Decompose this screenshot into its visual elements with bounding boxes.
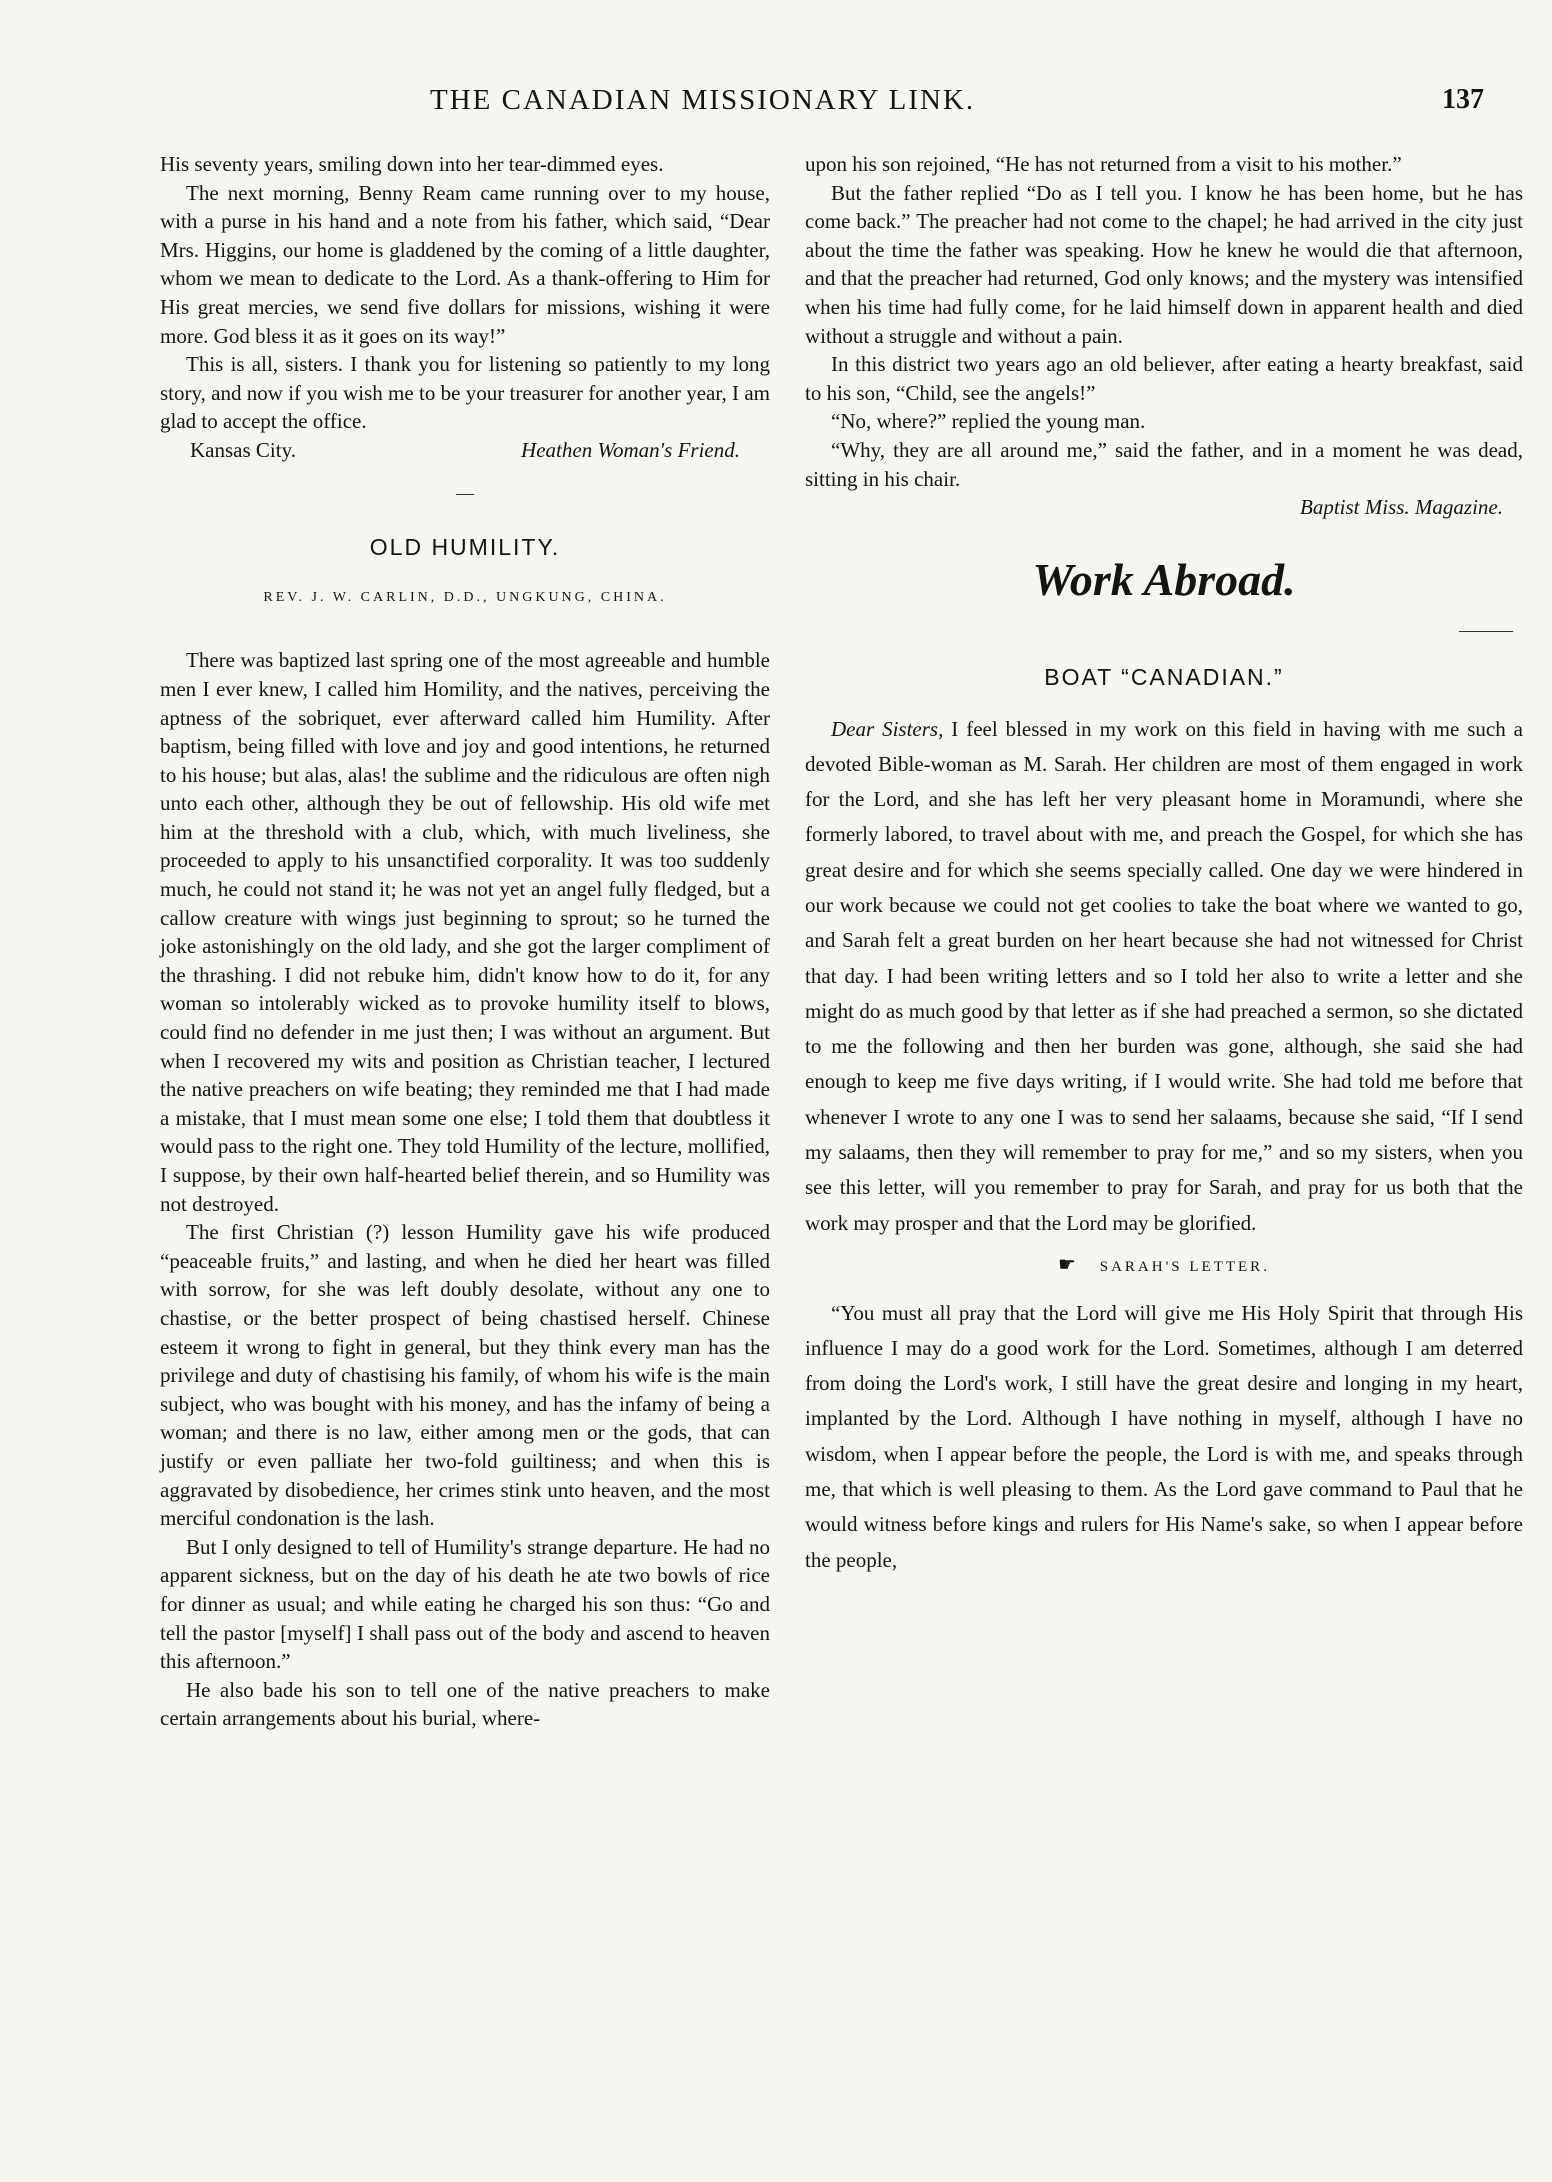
source-attribution xyxy=(160,436,770,465)
paragraph: “You must all pray that the Lord will give me His Holy Spirit that through His influence I may do a good work for the Lord. Sometimes, although I am deterred from doing the Lord's work, I still have the great desire and longing in my heart, implanted by the Lord. Although I have nothing in myself, although I have no wisdom, when I appear before the people, the Lord is with me, and speaks through me, that which is well pleasing to them. As the Lord gave command to Paul that he would witness before kings and rulers for His Name's sake, so when I appear before the people, xyxy=(805,1300,1523,1572)
page-number: 137 xyxy=(1442,84,1484,115)
paragraph-text: I feel blessed in my work on this field in having with me such a devoted Bible-woman as M. Sarah. Her children are most of them engaged in work for the Lord, and she has left her very pleasant home in Moramundi, where she formerly labored, to travel about with me, and preach the Gospel, for which she has great desire and for which she seems specially called. One day we were hindered in our work because we could not get coolies to take the boat where we wanted to go, and Sarah felt a great burden on her heart because she had not witnessed for Christ that day. I had been writing letters and so I told her also to write a letter and she might do as much good by that letter as if she had preached a sermon, so she dictated to me the following and then her burden was gone, although, she said she had enough to keep me five days writing, if I would write. She had told me before that whenever I wrote to any one I was to send her salaams, because she said, “If I send my salaams, then they will remember to pray for me,” and so my sisters, when you see this letter, will you remember to pray for Sarah, and pray for us both that the work may prosper and that the Lord may be glorified. xyxy=(805,716,1523,1235)
paragraph: upon his son rejoined, “He has not returned from a visit to his mother.” xyxy=(805,152,1402,176)
right-column xyxy=(805,150,1523,1578)
source-attribution xyxy=(805,493,1523,522)
paragraph: The first Christian (?) lesson Humility gave his wife produced “peaceable fruits,” and lasting, and when he died her heart was filled with sorrow, for she was left doubly desolate, without any one to chastise, or the better prospect of being chastised herself. Chinese esteem it wrong to fight in general, but they think every man has the privilege and duty of chastising his family, of whom his wife is the main subject, who was bought with his money, and has the infamy of being a woman; and there is no law, either among men or the gods, that can justify or even palliate her two-fold guiltiness; and when this is aggravated by disobedience, her crimes stink unto heaven, and the most merciful condonation is the lash. xyxy=(160,1220,770,1531)
section-title: Work Abroad. xyxy=(1032,553,1296,605)
paragraph: This is all, sisters. I thank you for listening so patiently to my long story, and now if you wish me to be your treasurer for another year, I am glad to accept the office. xyxy=(160,352,770,434)
salutation: Dear Sisters, xyxy=(831,716,944,741)
separator: ——— xyxy=(1459,620,1513,641)
paragraph xyxy=(805,712,1523,1241)
paragraph: But I only designed to tell of Humility's strange departure. He had no apparent sickness, but on the day of his death he ate two bowls of rice for dinner as usual; and while eating he charged his son thus: “Go and tell the pastor [myself] I shall pass out of the body and ascend to heaven this afternoon.” xyxy=(160,1534,770,1674)
source-place: Kansas City. xyxy=(190,437,296,462)
page-header xyxy=(0,84,1552,124)
source-publication: Baptist Miss. Magazine. xyxy=(1300,495,1503,520)
separator: — xyxy=(456,482,474,503)
pointing-hand-icon: ☛ xyxy=(1058,1253,1079,1276)
letter-title-text: SARAH'S LETTER. xyxy=(1099,1258,1270,1275)
article-title: BOAT “CANADIAN.” xyxy=(1044,663,1284,690)
article-title: OLD HUMILITY. xyxy=(369,534,561,561)
paragraph: In this district two years ago an old believer, after eating a hearty breakfast, said to his son, “Child, see the angels!” xyxy=(805,352,1523,405)
paragraph: His seventy years, smiling down into her tear-dimmed eyes. xyxy=(160,152,664,176)
letter-title xyxy=(805,1251,1523,1282)
paragraph: There was baptized last spring one of the most agreeable and humble men I ever knew, I called him Homility, and the natives, perceiving the aptness of the sobriquet, ever afterward called him Humility. After baptism, being filled with love and joy and good intentions, he returned to his house; but alas, alas! the sublime and the ridiculous are often nigh unto each other, although they be out of fellowship. His old wife met him at the threshold with a club, which, with much liveliness, she proceeded to apply to his unsanctified corporality. It was too suddenly much, he could not stand it; he was not yet an angel fully fledged, but a callow creature with wings just beginning to sprout; so he turned the joke astonishingly on the old lady, and she got the larger compliment of the thrashing. I did not rebuke him, didn't know how to do it, for any woman so intolerably wicked as to provoke humility itself to blows, could find no defender in me just then; I was without an argument. But when I recovered my wits and position as Christian teacher, I lectured the native preachers on wife beating; they reminded me that I had made a mistake, that I must mean some one else; I told them that doubtless it would pass to the right one. They told Humility of the lecture, mollified, I suppose, by their own half-hearted belief therein, and so Humility was not destroyed. xyxy=(160,648,770,1216)
article-byline: REV. J. W. CARLIN, D.D., UNGKUNG, CHINA. xyxy=(263,589,667,605)
left-column xyxy=(160,150,770,1733)
paragraph: But the father replied “Do as I tell you. I know he has been home, but he has come back.” The preacher had not come to the chapel; he had arrived in the city just about the time the father was speaking. How he knew he would die that afternoon, and that the preacher had returned, God only knows; and the mystery was intensified when his time had fully come, for he laid himself down in apparent health and died without a struggle and without a pain. xyxy=(805,180,1523,348)
running-title: THE CANADIAN MISSIONARY LINK. xyxy=(430,84,976,116)
paragraph: The next morning, Benny Ream came running over to my house, with a purse in his hand and a note from his father, which said, “Dear Mrs. Higgins, our home is gladdened by the coming of a little daughter, whom we mean to dedicate to the Lord. As a thank-offering to Him for His great mercies, we send five dollars for missions, wishing it were more. God bless it as it goes on its way!” xyxy=(160,180,770,348)
source-publication: Heathen Woman's Friend. xyxy=(521,437,740,462)
paragraph: “No, where?” replied the young man. xyxy=(831,409,1146,434)
paragraph: “Why, they are all around me,” said the father, and in a moment he was dead, sitting in his chair. xyxy=(805,437,1523,491)
paragraph: He also bade his son to tell one of the native preachers to make certain arrangements about his burial, where- xyxy=(160,1677,770,1731)
